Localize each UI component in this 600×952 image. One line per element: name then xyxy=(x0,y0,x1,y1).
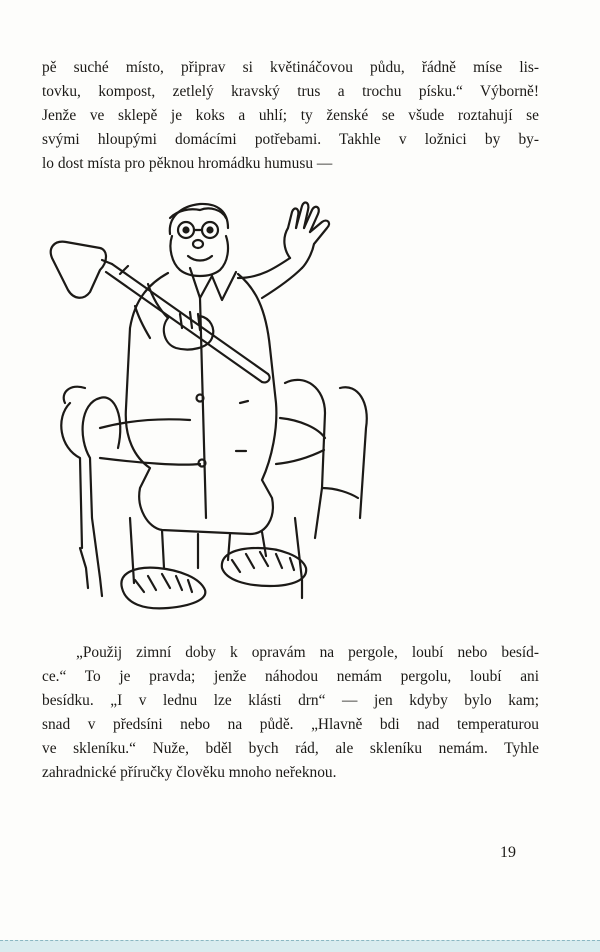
text-line: zahradnické příručky člověku mnoho neřeknou. xyxy=(42,764,337,781)
text-line: ve skleníku.“ Nuže, bděl bych rád, ale skleníku nemám. Tyhle xyxy=(42,740,539,757)
paragraph-bottom xyxy=(42,641,539,785)
text-line: Jenže ve sklepě je koks a uhlí; ty ženské se všude roztahují se xyxy=(42,107,539,124)
page-edge xyxy=(0,940,600,952)
text-line: ce.“ To je pravda; jenže náhodou nemám pergolu, loubí ani xyxy=(42,668,539,685)
text-line: svými hloupými domácími potřebami. Takhle v ložnici by by- xyxy=(42,131,539,148)
text-line: lo dost místa pro pěknou hromádku humusu — xyxy=(42,155,333,172)
paragraph-top xyxy=(42,56,539,176)
gardener-with-shovel-illustration xyxy=(40,188,380,628)
text-line: snad v předsíni nebo na půdě. „Hlavně bdi nad temperaturou xyxy=(42,716,539,733)
text-line: besídku. „I v lednu lze klásti drn“ — jen kdyby bylo kam; xyxy=(42,692,539,709)
page-number: 19 xyxy=(500,844,516,861)
text-line: tovku, kompost, zetlelý kravský trus a trochu písku.“ Výborně! xyxy=(42,83,539,100)
text-line: „Použij zimní doby k opravám na pergole, loubí nebo besíd- xyxy=(76,644,539,661)
text-line: pě suché místo, připrav si květináčovou půdu, řádně mísе lis- xyxy=(42,59,539,76)
